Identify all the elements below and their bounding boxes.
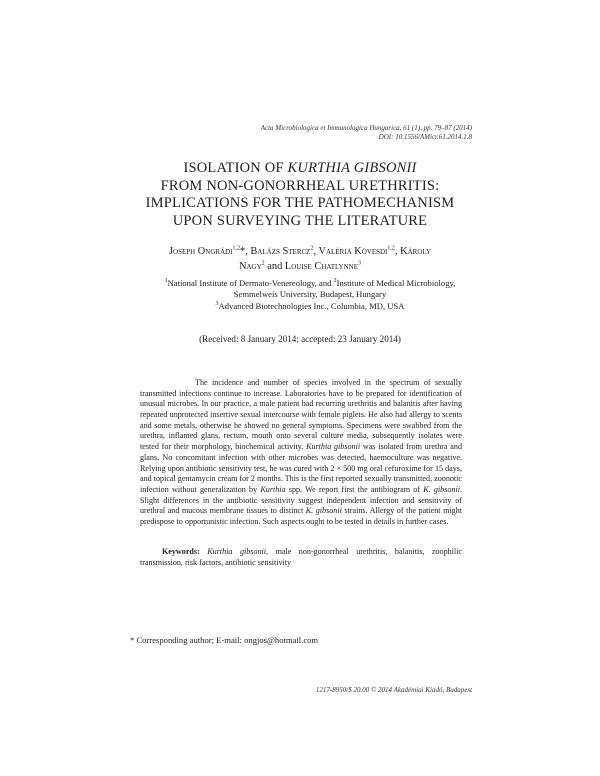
author-line-1: Joseph Ongrádi$^{1,2}$*, Balázs Stercz$^2$, Valéria Kövesdi$^{1,2}$, Károly	[168, 245, 432, 257]
journal-header	[132, 124, 472, 142]
affiliation-line-1: $^1$National Institute of Dermato-Venereology, and $^2$Institute of Medical Microbiology,	[164, 278, 456, 288]
author-name: Nagy	[239, 261, 262, 272]
author-name: Balázs Stercz	[250, 246, 311, 257]
title-line-2: FROM NON-GONORRHEAL URETHRITIS:	[160, 177, 440, 194]
corresponding-author-footnote: * Corresponding author; E-mail: ongjos@hotmail.com	[130, 635, 319, 645]
title-line-3: IMPLICATIONS FOR THE PATHOMECHANISM	[145, 195, 455, 211]
author-name: Louise Chatlynne	[284, 261, 358, 272]
doi: DOI: 10.1556/AMicr.61.2014.1.8	[378, 133, 472, 141]
received-dates: (Received: 8 January 2014; accepted: 23 January 2014)	[199, 334, 401, 344]
title-line-1: ISOLATION OF KURTHIA GIBSONII	[183, 160, 417, 176]
author-line-2: Nagy$^2$ and Louise Chatlynne$^3$	[239, 260, 361, 272]
author-name: Valéria Kövesdi	[318, 246, 388, 257]
affiliation-line-3: $^3$Advanced Biotechnologies Inc., Columbia, MD, USA	[215, 300, 405, 311]
abstract: The incidence and number of species involved in the spectrum of sexually transmitted infections continue to increase. Laboratories have to be prepared for identification of unusual microbes. In our practice, a male patient had recurring urethritis and balanitis after having repeated unprotected insertive sexual intercourse with female piglets. He also had allergy to scents and some metals, otherwise he showed no general symptoms. Specimens were swabbed from the urethra, inflamed glans, rectum, mouth onto several culture media, subsequently isolates were tested for their morphology, biochemical activity. Kurthia gibsonii was isolated from urethra and glans. No concomitant infection with other microbes was detected, haemoculture was negative. Relying upon antibiotic sensitivity test, he was cured with 2 × 500 mg oral cefuroxime for 15 days, and topical gentamycin cream for 2 months. This is the first reported sexually transmitted, zoonotic infection without generalization by Kurthia spp. We report first the antibiogram of K. gibsonii. Slight differences in the antibiotic sensitivity suggest independent infection and sensitivity of urethral and mucous membrane tissues to distinct K. gibsonii strains. Allergy of the patient might predispose to opportunistic infection. Such aspects ought to be tested in details in further cases.	[140, 378, 463, 526]
affiliation-line-2: Semmelweis University, Budapest, Hungary	[233, 289, 387, 300]
copyright-footer: 1217-8950/$ 20.00 © 2014 Akadémiai Kiadó, Budapest	[315, 686, 472, 694]
author-name: Joseph Ongrádi	[168, 246, 233, 257]
author-list	[100, 244, 500, 274]
journal-citation: Acta Microbiologica et Immunologica Hungarica, 61 (1), pp. 79–87 (2014)	[260, 124, 472, 132]
author-name: Károly	[400, 246, 432, 257]
affiliations	[120, 278, 500, 312]
title-line-4: UPON SURVEYING THE LITERATURE	[172, 212, 428, 229]
keywords-label: Keywords:	[162, 547, 200, 556]
article-title	[100, 160, 500, 230]
keywords: Keywords: Kurthia gibsonii, male non-gonorrheal urethritis, balanitis, zoophilic transmission, risk factors, antibiotic sensitivity	[140, 547, 462, 567]
